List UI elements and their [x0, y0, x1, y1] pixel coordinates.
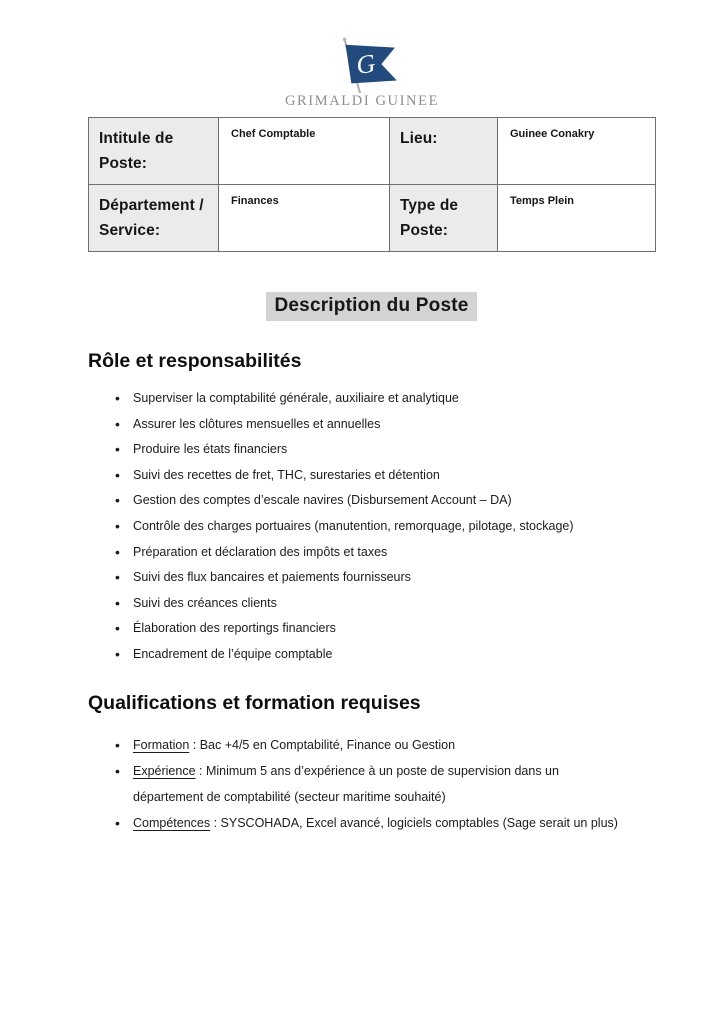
- table-row: [89, 185, 656, 252]
- field-value-type-poste: Temps Plein: [498, 185, 656, 252]
- responsibilities-list: [88, 386, 655, 668]
- field-value-lieu: Guinee Conakry: [498, 118, 656, 185]
- qualifications-list: [88, 732, 655, 836]
- responsibility-item: • Gestion des comptes d’escale navires (Disbursement Account – DA): [88, 488, 630, 514]
- field-label-lieu: Lieu:: [390, 118, 498, 185]
- responsibility-item: • Superviser la comptabilité générale, auxiliaire et analytique: [88, 386, 630, 412]
- qualification-text: : Bac +4/5 en Comptabilité, Finance ou Gestion: [189, 737, 456, 752]
- field-value-intitule: Chef Comptable: [219, 118, 390, 185]
- qualification-item: [88, 810, 630, 836]
- section-heading-role: Rôle et responsabilités: [88, 350, 302, 372]
- qualification-term: Compétences: [133, 815, 211, 830]
- qualification-text: : SYSCOHADA, Excel avancé, logiciels comptables (Sage serait un plus): [210, 815, 618, 830]
- responsibility-item: • Encadrement de l’équipe comptable: [88, 642, 630, 668]
- responsibility-item: • Élaboration des reportings financiers: [88, 616, 630, 642]
- responsibility-item: • Suivi des créances clients: [88, 591, 630, 617]
- responsibility-item: • Suivi des recettes de fret, THC, surestaries et détention: [88, 463, 630, 489]
- responsibility-item: • Produire les états financiers: [88, 437, 630, 463]
- company-logo: [0, 0, 724, 109]
- field-label-intitule: Intitule de Poste:: [89, 118, 219, 185]
- responsibility-item: • Préparation et déclaration des impôts et taxes: [88, 540, 630, 566]
- qualification-item: [88, 758, 630, 810]
- qualification-text: : Minimum 5 ans d’expérience à un poste de supervision dans un département de comptabilité (secteur maritime souhaité): [133, 763, 559, 804]
- company-name: GRIMALDI GUINEE: [284, 93, 440, 109]
- document-title: Description du Poste: [266, 292, 476, 321]
- flag-logo-icon: [316, 36, 408, 96]
- document-title-row: [88, 292, 655, 321]
- responsibility-item: • Contrôle des charges portuaires (manutention, remorquage, pilotage, stockage): [88, 514, 630, 540]
- table-row: [89, 118, 656, 185]
- qualification-item: [88, 732, 630, 758]
- field-label-departement: Département / Service:: [89, 185, 219, 252]
- responsibility-item: • Suivi des flux bancaires et paiements fournisseurs: [88, 565, 630, 591]
- document-content: [0, 117, 724, 836]
- field-label-type-poste: Type de Poste:: [390, 185, 498, 252]
- section-heading-qualifications: Qualifications et formation requises: [88, 691, 421, 714]
- responsibility-item: • Assurer les clôtures mensuelles et annuelles: [88, 412, 630, 438]
- flag-letter: G: [354, 48, 378, 80]
- field-value-departement: Finances: [219, 185, 390, 252]
- qualification-term: Formation: [133, 737, 190, 752]
- job-info-table: [88, 117, 656, 252]
- qualification-term: Expérience: [133, 763, 196, 778]
